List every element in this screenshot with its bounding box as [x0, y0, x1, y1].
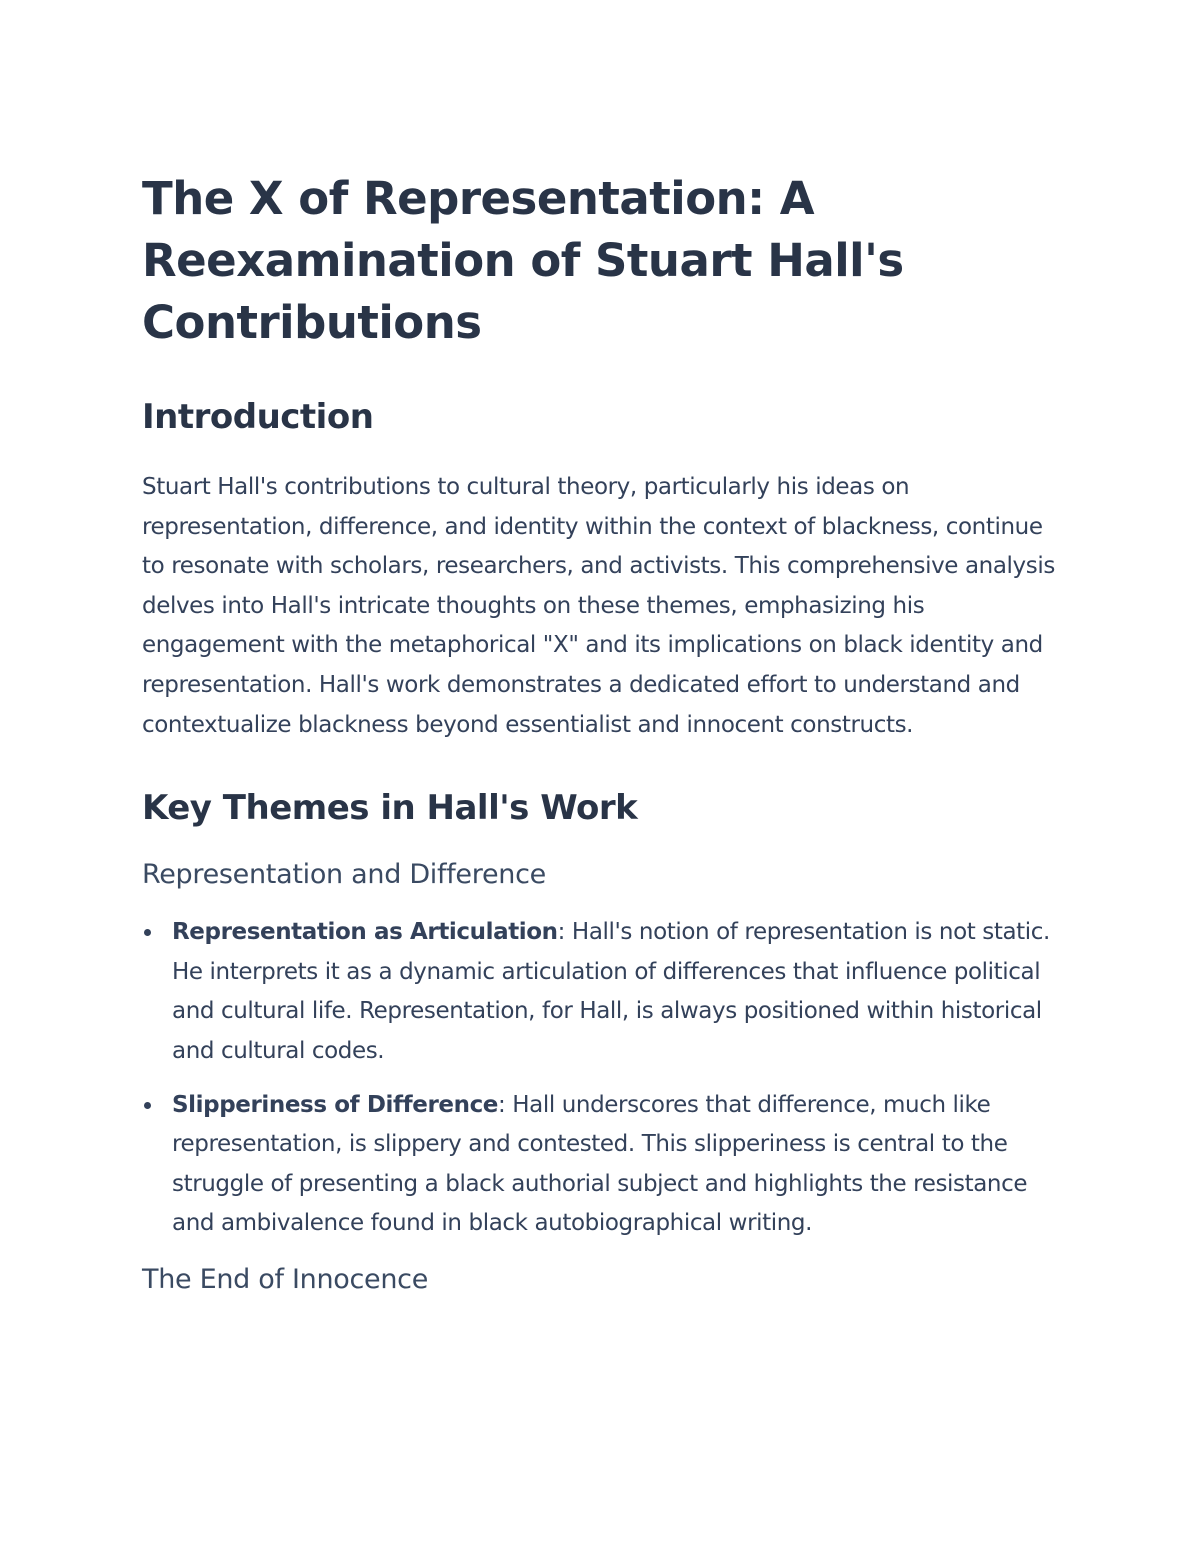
section-heading-introduction: Introduction — [142, 397, 374, 437]
subsection-heading-representation-difference: Representation and Difference — [142, 859, 546, 891]
bullet-term: Representation as Articulation — [172, 919, 558, 946]
bullet-dot-icon — [144, 1102, 151, 1109]
bullet-list — [142, 913, 1062, 1244]
list-item — [142, 913, 1062, 1071]
bullet-text: : Hall underscores that difference, much like representation, is slippery and contested. This slipperiness is central to the struggle of presenting a black authorial subject and highlights the resistance and ambivalence found in black autobiographical writing. — [172, 1091, 1028, 1237]
document-page — [142, 168, 1062, 1300]
list-item — [142, 1086, 1062, 1244]
subsection-heading-end-of-innocence: The End of Innocence — [142, 1263, 429, 1295]
introduction-paragraph: Stuart Hall's contributions to cultural theory, particularly his ideas on representation, difference, and identity within the context of blackness, continue to resonate with scholars, researchers, and activists. This comprehensive analysis delves into Hall's intricate thoughts on these themes, emphasizing his engagement with the metaphorical "X" and its implications on black identity and representation. Hall's work demonstrates a dedicated effort to understand and contextualize blackness beyond essentialist and innocent constructs. — [142, 474, 1055, 738]
bullet-dot-icon — [144, 929, 151, 936]
document-title: The X of Representation: A Reexamination of Stuart Hall's Contributions — [142, 172, 904, 349]
bullet-text: : Hall's notion of representation is not static. He interprets it as a dynamic articulation of differences that influence political and cultural life. Representation, for Hall, is always positioned within historical and cultural codes. — [172, 919, 1050, 1064]
section-heading-key-themes: Key Themes in Hall's Work — [142, 788, 638, 829]
bullet-term: Slipperiness of Difference — [172, 1091, 498, 1118]
